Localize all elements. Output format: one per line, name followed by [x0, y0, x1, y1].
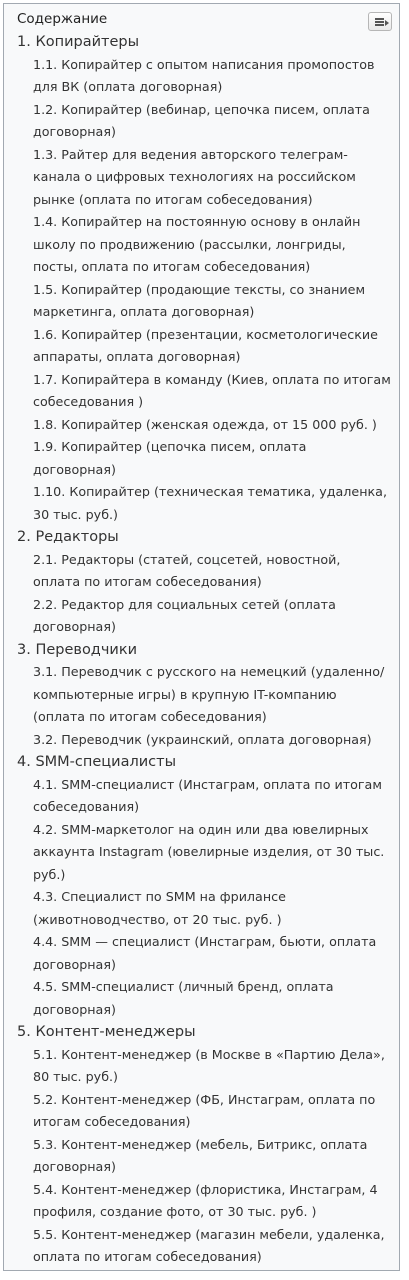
list-icon-bar — [375, 24, 384, 26]
collapse-arrow-icon — [385, 20, 389, 26]
toc-subsection-link[interactable]: 1.2. Копирайтер (вебинар, цепочка писем, оплата договорная) — [33, 101, 370, 139]
toc-subsection-link[interactable]: 1.3. Райтер для ведения авторского телеграм-канала о цифровых технологиях на российском рынке (оплата по итогам собеседования) — [33, 146, 356, 207]
toc-subsection-link[interactable]: 3.1. Переводчик с русского на немецкий (удаленно/компьютерные игры) в крупную IT-компанию (оплата по итогам собеседования) — [33, 664, 385, 724]
toc-subsection-link[interactable]: 2.1. Редакторы (статей, соцсетей, новостной, оплата по итогам собеседования) — [33, 551, 341, 589]
table-of-contents — [3, 3, 400, 1271]
list-icon — [375, 18, 384, 20]
toc-section-link[interactable]: 3. Переводчики — [17, 641, 138, 658]
toc-subsection-link[interactable]: 3.2. Переводчик (украинский, оплата договорная) — [33, 731, 372, 747]
toc-section-link[interactable]: 4. SMM-специалисты — [17, 754, 177, 770]
toc-subsection-link[interactable]: 1.4. Копирайтер на постоянную основу в онлайн школу по продвижению (рассылки, лонгриды, посты, оплата по итогам собеседования) — [33, 214, 361, 274]
toc-section-link[interactable]: 2. Редакторы — [17, 529, 119, 545]
toc-subsection-link[interactable]: 1.10. Копирайтер (техническая тематика, удаленка, 30 тыс. руб.) — [33, 484, 387, 522]
toc-subsection-link[interactable]: 1.5. Копирайтер (продающие тексты, со знанием маркетинга, оплата договорная) — [33, 281, 366, 319]
toc-subsection-link[interactable]: 1.6. Копирайтер (презентации, косметологические аппараты, оплата договорная) — [33, 326, 378, 364]
toc-subsection-link[interactable]: 5.1. Контент-менеджер (в Москве в «Партию Дела», 80 тыс. руб.) — [33, 1046, 385, 1084]
toc-subsection-link[interactable]: 5.4. Контент-менеджер (флористика, Инстаграм, 4 профиля, создание фото, от 30 тыс. руб. ) — [33, 1181, 378, 1219]
toc-toggle-button[interactable] — [368, 12, 392, 31]
toc-subsection-link[interactable]: 2.2. Редактор для социальных сетей (оплата договорная) — [33, 596, 336, 634]
toc-section-link[interactable]: 5. Контент-менеджеры — [17, 1024, 196, 1040]
toc-subsection-link[interactable]: 1.9. Копирайтер (цепочка писем, оплата договорная) — [33, 439, 307, 477]
toc-subsection-link[interactable]: 4.2. SMM-маркетолог на один или два ювелирных аккаунта Instagram (ювелирные изделия, от 30 тыс. руб.) — [33, 821, 385, 882]
toc-subsection-link[interactable]: 5.2. Контент-менеджер (ФБ, Инстаграм, оплата по итогам собеседования) — [33, 1091, 376, 1129]
toc-subsection-link[interactable]: 5.3. Контент-менеджер (мебель, Битрикс, оплата договорная) — [33, 1136, 368, 1174]
toc-title: Содержание — [17, 11, 108, 27]
toc-subsection-link[interactable]: 4.1. SMM-специалист (Инстаграм, оплата по итогам собеседования) — [33, 776, 382, 814]
toc-subsection-link[interactable]: 4.4. SMM — специалист (Инстаграм, бьюти, оплата договорная) — [33, 934, 377, 972]
toc-subsection-link[interactable]: 1.7. Копирайтера в команду (Киев, оплата по итогам собеседования ) — [33, 371, 391, 409]
toc-subsection-link[interactable]: 4.5. SMM-специалист (личный бренд, оплата договорная) — [33, 979, 334, 1017]
toc-subsection-link[interactable]: 1.1. Копирайтер с опытом написания промопостов для ВК (оплата договорная) — [33, 56, 375, 94]
toc-section-link[interactable]: 1. Копирайтеры — [17, 34, 140, 50]
list-icon-bar — [375, 21, 384, 23]
toc-list — [4, 31, 399, 1269]
toc-subsection-link[interactable]: 5.5. Контент-менеджер (магазин мебели, удаленка, оплата по итогам собеседования) — [33, 1226, 385, 1264]
toc-subsection-link[interactable]: 4.3. Специалист по SMM на фрилансе (животноводчество, от 20 тыс. руб. ) — [33, 889, 286, 927]
toc-subsection-link[interactable]: 1.8. Копирайтер (женская одежда, от 15 000 руб. ) — [33, 416, 377, 432]
